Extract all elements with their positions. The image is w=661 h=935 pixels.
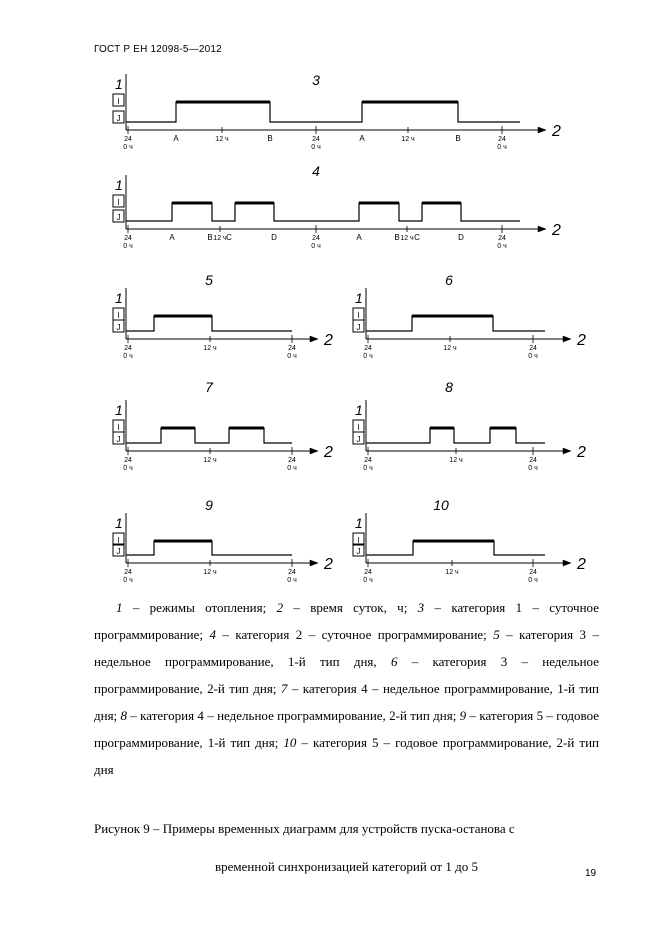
diagram-9-level-j: J [116, 547, 121, 556]
diagram-9-title: 9 [205, 497, 213, 513]
legend-text-6: – категория 3 – недельное программирование, 2-й тип дня; [94, 654, 599, 696]
diagram-4-title: 4 [312, 163, 320, 179]
diagram-5-x-label: 2 [324, 332, 333, 349]
diagram-9-tick-12-1: 12 ч [203, 569, 217, 576]
diagram-6-title: 6 [445, 272, 453, 288]
legend-text-2: – время суток, ч; [283, 600, 418, 615]
diagram-7-x-label: 2 [324, 444, 333, 461]
diagram-9-x-label: 2 [324, 556, 333, 573]
diagram-6-tick-24-2: 24 [529, 345, 537, 352]
diagram-10-tick-24-1: 24 [364, 569, 372, 576]
diagram-3-tick-0-3: 0 ч [497, 144, 507, 151]
legend-num-1: 1 [116, 600, 123, 615]
legend-num-9: 9 [459, 708, 467, 723]
legend-num-4: 4 [209, 627, 216, 642]
legend-text-3: – категория 1 – суточное программирование; [94, 600, 599, 642]
diagram-3-tick-24-3: 24 [498, 136, 506, 143]
diagram-4-y-label: 1 [115, 177, 123, 193]
diagram-8-tick-0-1: 0 ч [363, 465, 373, 472]
diagram-3-tick-24-2: 24 [312, 136, 320, 143]
legend-num-6: 6 [390, 654, 398, 669]
legend-text-7: – категория 4 – недельное программирование, 1-й тип дня; [94, 681, 599, 723]
legend-text-1: – режимы отопления; [122, 600, 277, 615]
diagram-4-mark-A: A [169, 233, 175, 242]
diagram-5-y-label: 1 [115, 290, 123, 306]
diagram-5-x-arrow [310, 336, 318, 342]
diagram-9-x-arrow [310, 560, 318, 566]
diagram-8-tick-12-1: 12 ч [449, 457, 463, 464]
diagram-6-level-j: J [356, 323, 361, 332]
diagram-8-y-label: 1 [355, 402, 363, 418]
diagram-3-mark-B: B [267, 134, 273, 143]
diagram-3-mark-A: A [359, 134, 365, 143]
page-number: 19 [585, 868, 597, 879]
diagram-6-x-label: 2 [577, 332, 586, 349]
diagram-4-tick-24-1: 24 [124, 235, 132, 242]
diagram-4-mark-C: C [414, 233, 420, 242]
diagram-5-tick-12-1: 12 ч [203, 345, 217, 352]
diagram-9-tick-24-2: 24 [288, 569, 296, 576]
diagram-3-mark-B: B [455, 134, 461, 143]
legend-text-5: – категория 3 – недельное программирование, 1-й тип дня, [94, 627, 599, 669]
legend-num-3: 3 [417, 600, 425, 615]
diagram-10-level-i: I [357, 536, 360, 545]
diagram-7-signal [126, 428, 292, 443]
diagram-7-level-i: I [117, 423, 120, 432]
diagram-4-mark-B: B [394, 233, 400, 242]
diagram-6-tick-24-1: 24 [364, 345, 372, 352]
diagram-5-title: 5 [205, 272, 213, 288]
diagram-7-y-label: 1 [115, 402, 123, 418]
diagram-7-level-j: J [116, 435, 121, 444]
diagram-8-tick-24-2: 24 [529, 457, 537, 464]
diagram-8-title: 8 [445, 379, 453, 395]
diagram-4-tick-0-2: 0 ч [311, 243, 321, 250]
diagram-10-x-arrow [563, 560, 571, 566]
diagram-3-tick-12-2: 12 ч [401, 136, 415, 143]
diagram-4-tick-0-1: 0 ч [123, 243, 133, 250]
figure-title-line-1: Рисунок 9 – Примеры временных диаграмм для устройств пуска-останова с [94, 821, 515, 836]
diagram-5-signal [126, 316, 292, 331]
diagram-4-mark-C: C [226, 233, 232, 242]
diagram-3-signal [126, 102, 520, 122]
diagram-9-tick-0-1: 0 ч [123, 577, 133, 584]
diagram-5-tick-24-1: 24 [124, 345, 132, 352]
diagram-6-tick-0-2: 0 ч [528, 353, 538, 360]
diagram-3-tick-12-1: 12 ч [215, 136, 229, 143]
diagram-4-level-i: I [117, 198, 120, 207]
diagram-3-tick-0-1: 0 ч [123, 144, 133, 151]
figure-title [94, 810, 599, 886]
diagram-9-level-i: I [117, 536, 120, 545]
diagram-5-tick-0-1: 0 ч [123, 353, 133, 360]
diagram-10-title: 10 [433, 497, 449, 513]
diagram-8-tick-0-2: 0 ч [528, 465, 538, 472]
diagram-6-tick-0-1: 0 ч [363, 353, 373, 360]
legend-text-9: – категория 5 – годовое программирование, 1-й тип дня; [94, 708, 599, 750]
diagram-4-signal [126, 203, 520, 221]
diagram-6-y-label: 1 [355, 290, 363, 306]
diagram-8-tick-24-1: 24 [364, 457, 372, 464]
diagram-7-tick-12-1: 12 ч [203, 457, 217, 464]
legend-text-10: – категория 5 – годовое программирование, 2-й тип дня [94, 735, 599, 777]
legend-num-5: 5 [493, 627, 500, 642]
diagram-4-mark-D: D [458, 233, 464, 242]
diagram-9-tick-24-1: 24 [124, 569, 132, 576]
diagram-4-x-label: 2 [552, 222, 561, 239]
diagram-8-level-j: J [356, 435, 361, 444]
diagram-7-tick-24-2: 24 [288, 457, 296, 464]
diagram-3-mark-A: A [173, 134, 179, 143]
diagram-3-y-label: 1 [115, 76, 123, 92]
diagram-6-level-i: I [357, 311, 360, 320]
diagram-7-title: 7 [205, 379, 213, 395]
diagram-7-tick-0-1: 0 ч [123, 465, 133, 472]
diagram-8-x-arrow [563, 448, 571, 454]
diagram-4-tick-24-3: 24 [498, 235, 506, 242]
diagram-8-x-label: 2 [577, 444, 586, 461]
diagram-7-tick-24-1: 24 [124, 457, 132, 464]
document-header: ГОСТ Р ЕН 12098-5—2012 [94, 44, 222, 55]
diagram-6-tick-12-1: 12 ч [443, 345, 457, 352]
diagram-3-level-j: J [116, 114, 121, 123]
legend-num-8: 8 [120, 708, 127, 723]
diagram-4-level-j: J [116, 213, 121, 222]
figure-title-line-2: временной синхронизацией категорий от 1 до 5 [215, 859, 478, 874]
diagram-9-tick-0-2: 0 ч [287, 577, 297, 584]
diagram-10-x-label: 2 [577, 556, 586, 573]
diagram-3-title: 3 [312, 72, 320, 88]
diagram-10-tick-24-2: 24 [529, 569, 537, 576]
diagram-5-level-j: J [116, 323, 121, 332]
legend-text-4: – категория 2 – суточное программирование; [215, 627, 494, 642]
diagram-9-y-label: 1 [115, 515, 123, 531]
legend-num-7: 7 [280, 681, 288, 696]
diagram-8-signal [366, 428, 545, 443]
diagram-4-tick-12-2: 12 ч [400, 235, 414, 242]
diagram-6-signal [366, 316, 545, 331]
diagram-4-tick-12-1: 12 ч [213, 235, 227, 242]
diagram-8-level-i: I [357, 423, 360, 432]
diagram-10-y-label: 1 [355, 515, 363, 531]
diagram-7-x-arrow [310, 448, 318, 454]
diagram-4-tick-0-3: 0 ч [497, 243, 507, 250]
diagram-3-x-label: 2 [552, 123, 561, 140]
diagram-9-signal [126, 541, 292, 555]
diagram-10-tick-12-1: 12 ч [445, 569, 459, 576]
diagram-10-level-j: J [356, 547, 361, 556]
diagram-3-tick-0-2: 0 ч [311, 144, 321, 151]
diagram-3-tick-24-1: 24 [124, 136, 132, 143]
diagram-5-tick-0-2: 0 ч [287, 353, 297, 360]
legend-num-2: 2 [276, 600, 284, 615]
diagram-3-level-i: I [117, 97, 120, 106]
diagram-5-tick-24-2: 24 [288, 345, 296, 352]
diagram-4-mark-D: D [271, 233, 277, 242]
diagram-3-x-arrow [538, 127, 546, 133]
diagram-4-mark-B: B [207, 233, 213, 242]
diagram-10-signal [366, 541, 545, 555]
diagram-4-tick-24-2: 24 [312, 235, 320, 242]
diagram-6-x-arrow [563, 336, 571, 342]
diagram-10-tick-0-2: 0 ч [528, 577, 538, 584]
legend-num-10: 10 [283, 735, 297, 750]
diagram-4-mark-A: A [356, 233, 362, 242]
diagram-10-tick-0-1: 0 ч [363, 577, 373, 584]
diagram-4-x-arrow [538, 226, 546, 232]
legend-text-8: – категория 4 – недельное программирование, 2-й тип дня; [127, 708, 460, 723]
diagram-7-tick-0-2: 0 ч [287, 465, 297, 472]
diagram-5-level-i: I [117, 311, 120, 320]
figure-legend [94, 594, 599, 783]
